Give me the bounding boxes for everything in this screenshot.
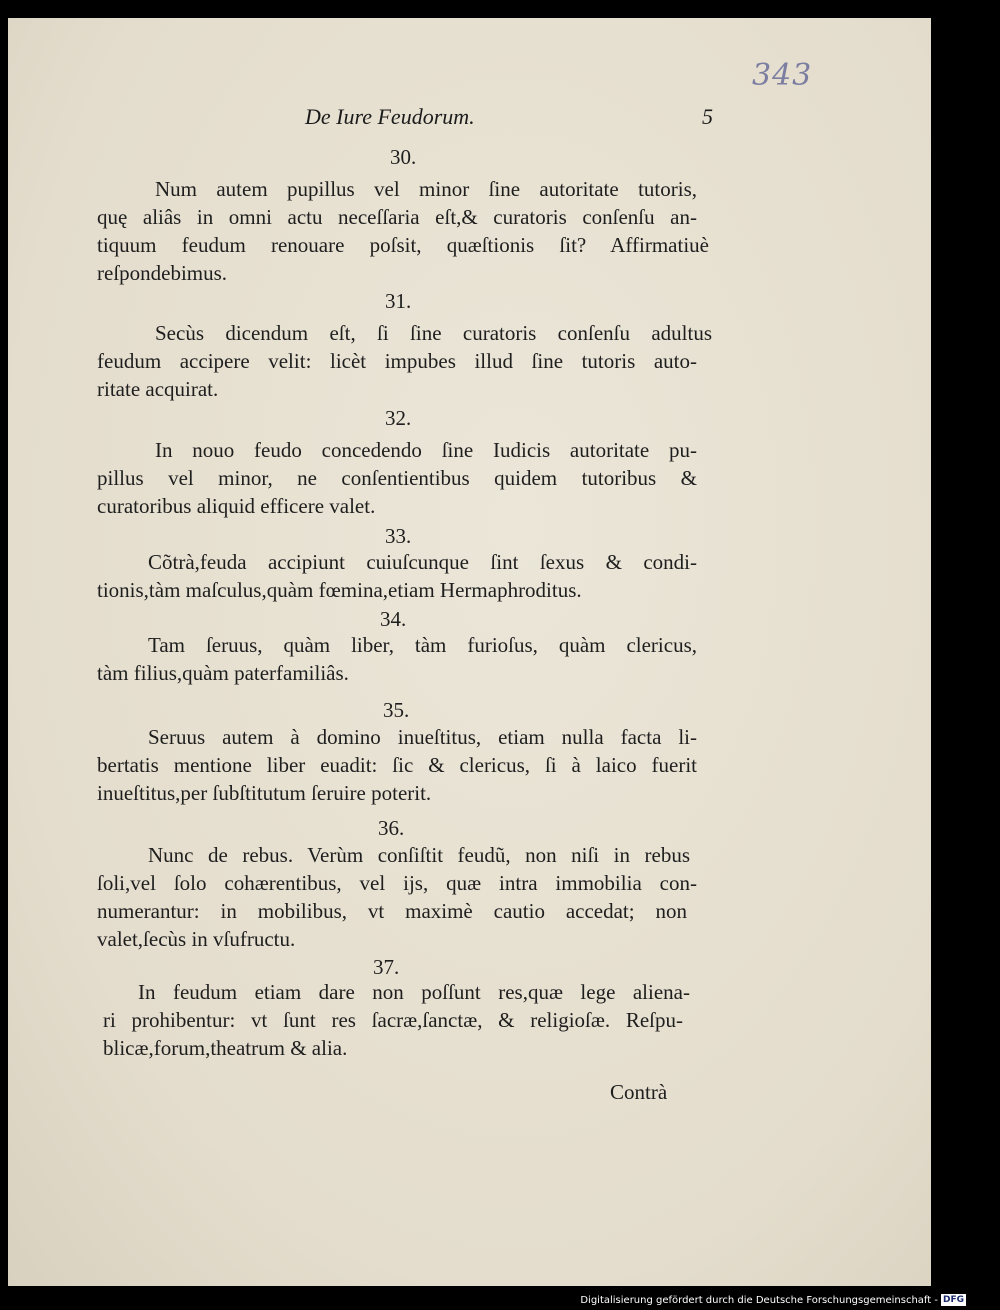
text-line: Cõtrà,feuda accipiunt cuiuſcunque ſint ſexus & condi- [148, 550, 697, 574]
folio-signature: 5 [702, 104, 713, 129]
section-number: 36. [378, 816, 405, 840]
text-line: ritate acquirat. [97, 377, 219, 401]
dfg-logo: DFG [942, 1295, 964, 1305]
catchword: Contrà [610, 1080, 668, 1104]
text-line: ri prohibentur: vt ſunt res ſacræ,ſanctæ, & religioſæ. Reſpu- [103, 1008, 683, 1032]
section-number: 32. [385, 406, 412, 430]
text-line: tàm filius,quàm paterfamiliâs. [97, 661, 349, 685]
text-line: Tam ſeruus, quàm liber, tàm furioſus, quàm clericus, [148, 633, 697, 657]
text-line: ſoli,vel ſolo cohærentibus, vel ijs, quæ intra immobilia con- [97, 871, 697, 895]
text-line: reſpondebimus. [97, 261, 228, 285]
text-line: Num autem pupillus vel minor ſine autoritate tutoris, [155, 177, 697, 201]
text-line: curatoribus aliquid efficere valet. [97, 494, 376, 518]
text-line: valet,ſecùs in vſufructu. [97, 927, 296, 951]
text-line: inueſtitus,per ſubſtitutum ſeruire poterit. [97, 781, 432, 805]
handwritten-page-number: 343 [752, 58, 813, 93]
running-head: De Iure Feudorum. [305, 104, 475, 129]
footer-text: Digitalisierung gefördert durch die Deutsche Forschungsgemeinschaft - [580, 1294, 938, 1306]
footer-credit [580, 1294, 966, 1306]
section-number: 30. [390, 145, 417, 169]
text-line: blicæ,forum,theatrum & alia. [103, 1036, 348, 1060]
text-line: feudum accipere velit: licèt impubes illud ſine tutoris auto- [97, 349, 697, 373]
text-line: quę aliâs in omni actu neceſſaria eſt,& curatoris conſenſu an- [97, 205, 697, 229]
text-line: In feudum etiam dare non poſſunt res,quæ lege aliena- [138, 980, 690, 1004]
section-number: 33. [385, 524, 412, 548]
section-number: 34. [380, 607, 407, 631]
text-line: Seruus autem à domino inueſtitus, etiam nulla facta li- [148, 725, 697, 749]
text-line: bertatis mentione liber euadit: ſic & clericus, ſi à laico fuerit [97, 753, 697, 777]
text-line: Nunc de rebus. Verùm conſiſtit feudũ, non niſi in rebus [148, 843, 690, 867]
text-line: Secùs dicendum eſt, ſi ſine curatoris conſenſu adultus [155, 321, 712, 345]
section-number: 37. [373, 955, 400, 979]
text-line: numerantur: in mobilibus, vt maximè cautio accedat; non [97, 899, 687, 923]
text-line: In nouo feudo concedendo ſine Iudicis autoritate pu- [155, 438, 697, 462]
text-line: pillus vel minor, ne conſentientibus quidem tutoribus & [97, 466, 697, 490]
section-number: 35. [383, 698, 410, 722]
section-number: 31. [385, 289, 412, 313]
text-line: tiquum feudum renouare poſsit, quæſtionis ſit? Affirmatiuè [97, 233, 709, 257]
text-line: tionis,tàm maſculus,quàm fœmina,etiam Hermaphroditus. [97, 578, 582, 602]
